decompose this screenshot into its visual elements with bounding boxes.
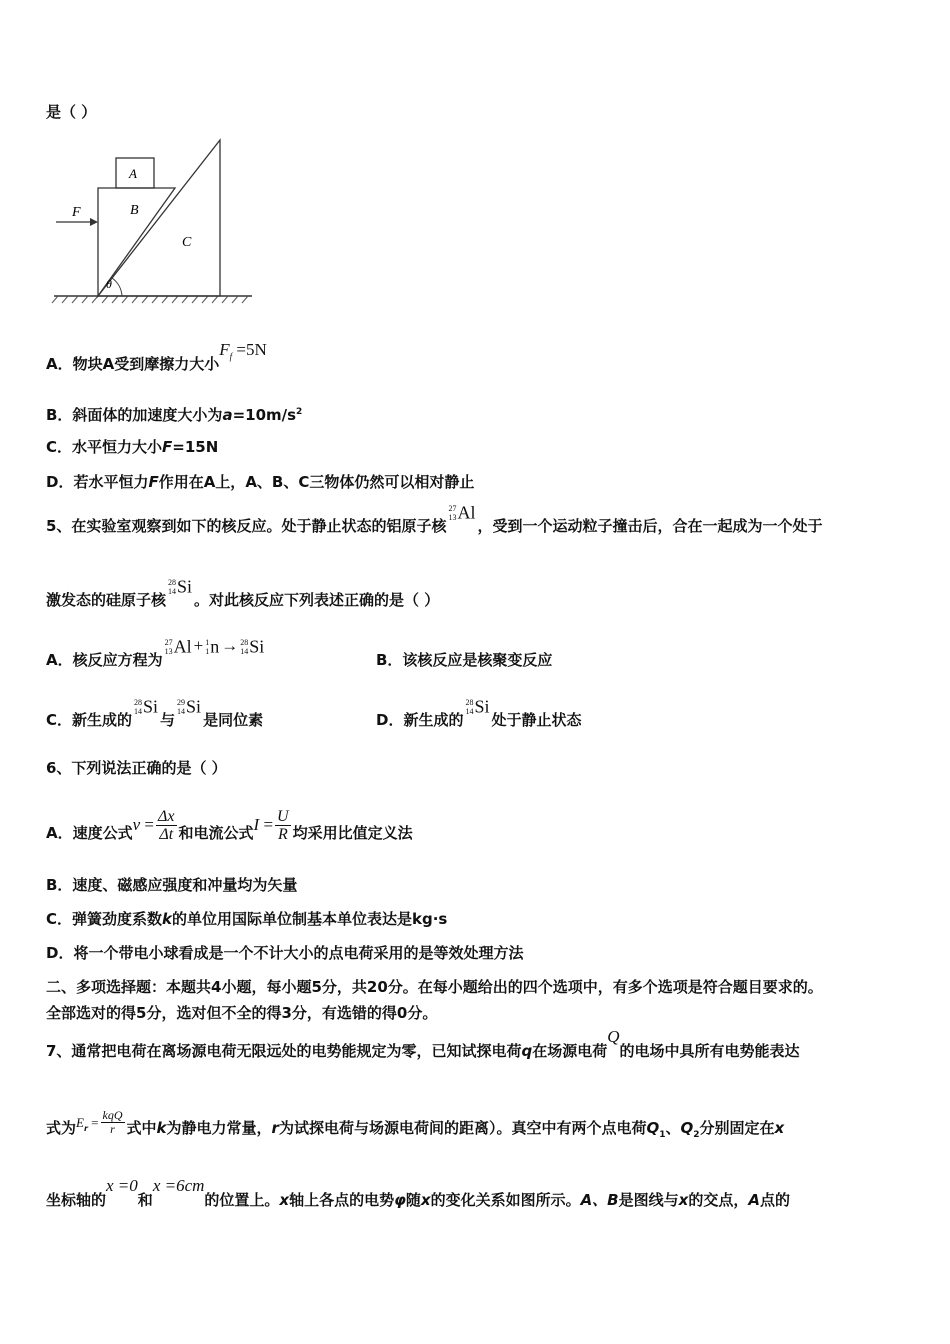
q4-stem-tail: 是（ ） bbox=[46, 103, 97, 121]
q7-line3: 坐标轴的x =0和x =6cm的位置上。x轴上各点的电势φ随x的变化关系如图所示。A、B是图线与x的交点，A点的 bbox=[46, 1176, 790, 1209]
q4-option-c: C．水平恒力大小F=15N bbox=[46, 438, 219, 456]
q6-option-c: C．弹簧劲度系数k的单位用国际单位制基本单位表达是kg·s bbox=[46, 910, 448, 928]
section2-line1: 二、多项选择题：本题共4小题，每小题5分，共20分。在每小题给出的四个选项中，有多个选项是符合题目要求的。 bbox=[46, 978, 823, 996]
label-c: C bbox=[182, 235, 192, 250]
q7-line2: 式为$E_r$ = $\frac{\text{kqQ}}{r}$ 式中k为静电力常量，r为试探电荷与场源电荷间的距离）。真空中有两个点电荷$Q_1$、$Q_2$分别固定在x bbox=[46, 1108, 785, 1140]
q5-option-d: D．新生成的 28 14 Si处于静止状态 bbox=[376, 696, 582, 729]
force-arrow-icon bbox=[90, 218, 98, 226]
label-a: A bbox=[129, 166, 137, 181]
nuclide-al27: 27 13 Al bbox=[448, 502, 476, 523]
nuclide-si28: 28 14 Si bbox=[168, 576, 193, 597]
q4-option-d: D．若水平恒力F作用在A上，A、B、C三物体仍然可以相对静止 bbox=[46, 473, 475, 491]
q7-line1: 7、通常把电荷在离场源电荷无限远处的电势能规定为零，已知试探电荷q在场源电荷Q的电场中具所有电势能表达 bbox=[46, 1027, 800, 1060]
section2-line2: 全部选对的得5分，选对但不全的得3分，有选错的得0分。 bbox=[46, 1004, 438, 1022]
q5-stem-line1: 5、在实验室观察到如下的核反应。处于静止状态的铝原子核 27 13 Al，受到一个运动粒子撞击后，合在一起成为一个处于 bbox=[46, 502, 823, 535]
label-b: B bbox=[130, 203, 139, 218]
label-f: F bbox=[72, 205, 81, 220]
q6-option-d: D．将一个带电小球看成是一个不计大小的点电荷采用的是等效处理方法 bbox=[46, 944, 524, 962]
q5-stem-line2: 激发态的硅原子核 28 14 Si。对此核反应下列表述正确的是（ ） bbox=[46, 576, 440, 609]
q6-option-a: A．速度公式v = $\frac{\Delta x}{\Delta t}$ 和电流公式I = $\frac{U}{R}$ 均采用比值定义法 bbox=[46, 808, 413, 843]
label-theta: θ bbox=[106, 277, 112, 291]
q6-stem: 6、下列说法正确的是（ ） bbox=[46, 759, 227, 777]
q6-option-b: B．速度、磁感应强度和冲量均为矢量 bbox=[46, 876, 298, 894]
q4-option-a: A．物块A受到摩擦力大小$F_f =5N$ bbox=[46, 340, 267, 373]
q4-option-b: B．斜面体的加速度大小为$a=10m/s^2$ bbox=[46, 406, 303, 424]
q5-option-b: B．该核反应是核聚变反应 bbox=[376, 651, 553, 669]
incline-figure bbox=[50, 136, 260, 306]
q5-option-c: C．新生成的 28 14 Si与 29 14 Si是同位素 bbox=[46, 696, 264, 729]
q5-option-a: A．核反应方程为 27 13 Al + 1 1 n → 28 14 Si bbox=[46, 636, 265, 669]
